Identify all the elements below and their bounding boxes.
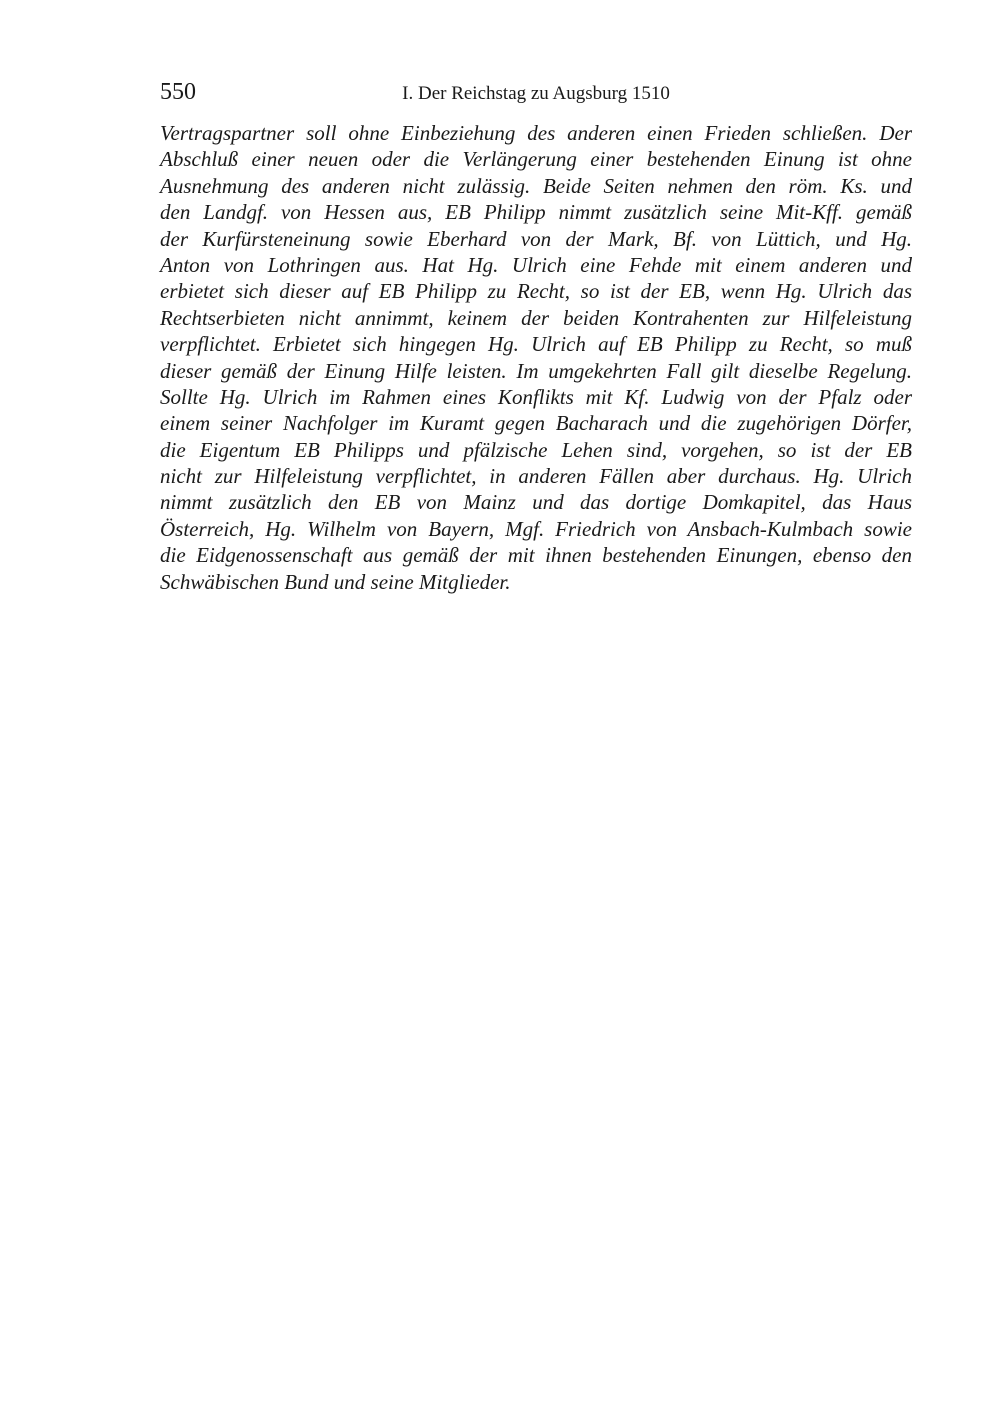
text-line: nimmt zusätzlich den EB von Mainz und das dortige Domkapitel, das Haus [160, 490, 912, 515]
text-line: nicht zur Hilfeleistung verpflichtet, in anderen Fällen aber durchaus. Hg. Ulrich [160, 464, 912, 489]
text-line: verpflichtet. Erbietet sich hingegen Hg. Ulrich auf EB Philipp zu Recht, so muß [160, 332, 912, 357]
text-line: Anton von Lothringen aus. Hat Hg. Ulrich eine Fehde mit einem anderen und [160, 252, 912, 277]
text-line: erbietet sich dieser auf EB Philipp zu Recht, so ist der EB, wenn Hg. Ulrich das [160, 279, 912, 304]
body-paragraph [160, 120, 912, 595]
text-line: Rechtserbieten nicht annimmt, keinem der beiden Kontrahenten zur Hilfeleistung [160, 305, 912, 330]
page-header [160, 78, 912, 108]
text-line: Sollte Hg. Ulrich im Rahmen eines Konflikts mit Kf. Ludwig von der Pfalz oder [160, 384, 912, 409]
text-line: Ausnehmung des anderen nicht zulässig. Beide Seiten nehmen den röm. Ks. und [160, 173, 912, 198]
text-line: Vertragspartner soll ohne Einbeziehung des anderen einen Frieden schließen. Der [160, 121, 912, 145]
text-line: die Eidgenossenschaft aus gemäß der mit ihnen bestehenden Einungen, ebenso den [160, 543, 912, 568]
text-line: Österreich, Hg. Wilhelm von Bayern, Mgf. Friedrich von Ansbach-Kulmbach sowie [160, 516, 912, 541]
text-line: einem seiner Nachfolger im Kuramt gegen Bacharach und die zugehörigen Dörfer, [160, 411, 912, 436]
text-line: der Kurfürsteneinung sowie Eberhard von der Mark, Bf. von Lüttich, und Hg. [160, 226, 912, 251]
text-line: dieser gemäß der Einung Hilfe leisten. Im umgekehrten Fall gilt dieselbe Regelung. [160, 358, 912, 383]
text-line: den Landgf. von Hessen aus, EB Philipp nimmt zusätzlich seine Mit-Kff. gemäß [160, 200, 912, 225]
running-title: I. Der Reichstag zu Augsburg 1510 [402, 83, 670, 104]
page-number: 550 [160, 79, 196, 105]
text-line: Schwäbischen Bund und seine Mitglieder. [160, 569, 511, 594]
text-line: Abschluß einer neuen oder die Verlängerung einer bestehenden Einung ist ohne [160, 147, 912, 172]
text-line: die Eigentum EB Philipps und pfälzische Lehen sind, vorgehen, so ist der EB [160, 437, 912, 462]
